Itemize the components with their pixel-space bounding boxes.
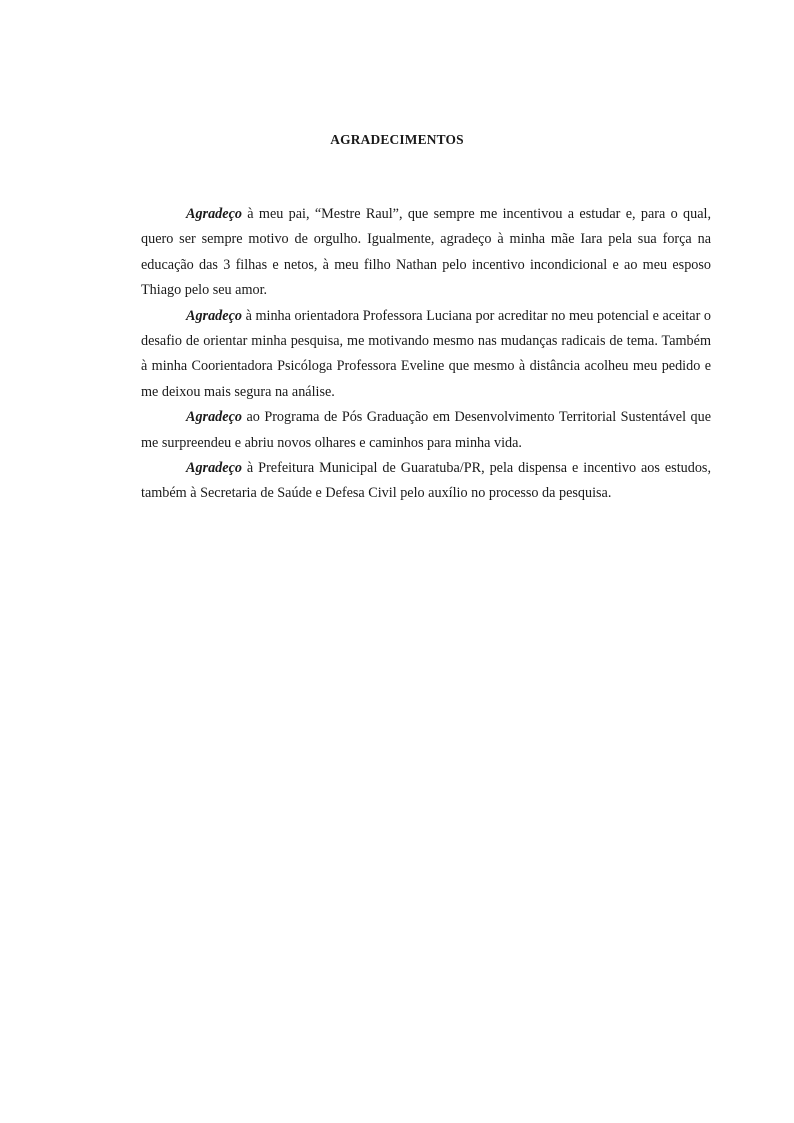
paragraph-lead: Agradeço: [186, 460, 242, 477]
paragraph-lead: Agradeço: [186, 307, 242, 324]
paragraph-text: à minha orientadora Professora Luciana por acreditar no meu potencial e aceitar o desafio de orientar minha pesquisa, me motivando mesmo nas mudanças radicais de tema. Também à minha Coorientadora Psicóloga Professora Eveline que mesmo à distância acolheu meu pedido e me deixou mais segura na análise.: [141, 307, 711, 400]
paragraph-prefecture: [141, 456, 711, 507]
paragraph-advisors: [141, 304, 711, 406]
paragraph-text: à Prefeitura Municipal de Guaratuba/PR, pela dispensa e incentivo aos estudos, também à Secretaria de Saúde e Defesa Civil pelo auxílio no processo da pesquisa.: [141, 460, 711, 502]
paragraph-text: ao Programa de Pós Graduação em Desenvolvimento Territorial Sustentável que me surpreendeu e abriu novos olhares e caminhos para minha vida.: [141, 409, 711, 451]
acknowledgements-body: [141, 202, 711, 507]
page-title: AGRADECIMENTOS: [330, 132, 464, 147]
paragraph-lead: Agradeço: [186, 206, 242, 222]
paragraph-program: [141, 405, 711, 456]
paragraph-father-family: [141, 202, 711, 304]
paragraph-lead: Agradeço: [186, 409, 242, 426]
paragraph-text: à meu pai, “Mestre Raul”, que sempre me incentivou a estudar e, para o qual, quero ser sempre motivo de orgulho. Igualmente, agradeço à minha mãe Iara pela sua força na educação das 3 filhas e netos, à meu filho Nathan pelo incentivo incondicional e ao meu esposo Thiago pelo seu amor.: [141, 206, 711, 299]
